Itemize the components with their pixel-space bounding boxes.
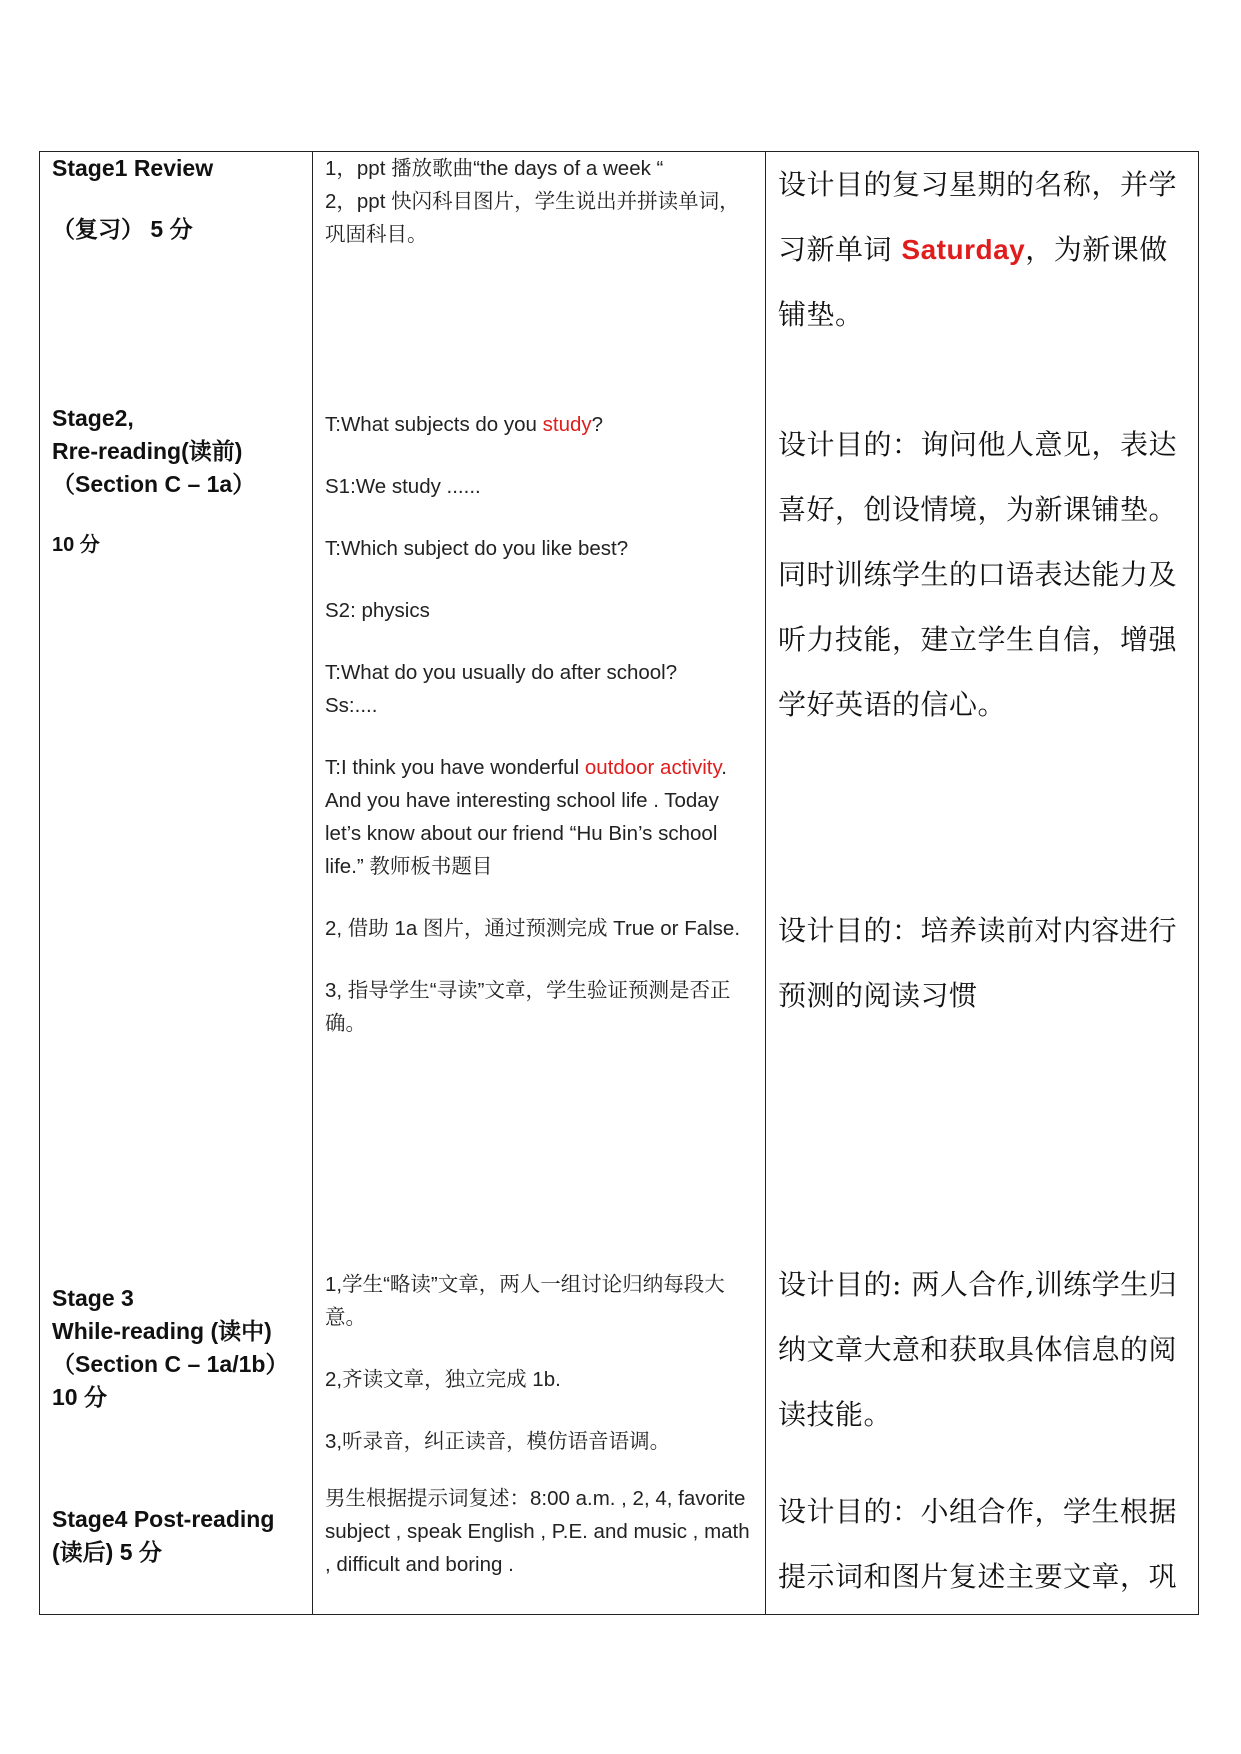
stage2-step-2: 2, 借助 1a 图片，通过预测完成 True or False. <box>325 917 741 940</box>
question-best-subject: T:Which subject do you like best? <box>325 537 629 560</box>
stage4-activities <box>325 1482 755 1581</box>
stage4-cell <box>52 1503 310 1569</box>
purpose-stage2-prediction: 设计目的：培养读前对内容进行预测的阅读习惯 <box>778 914 1178 1012</box>
stage2-line1: Stage2, <box>52 405 134 431</box>
purpose-stage1-end: ，为新课做铺垫。 <box>778 233 1168 331</box>
purpose-stage1-text: 设计目的复习星期的名称，并学习新单词 <box>778 168 1178 266</box>
stage4-line1: Stage4 Post-reading <box>52 1506 275 1532</box>
stage3-step-1: 1,学生“略读”文章，两人一组讨论归纳每段大意。 <box>325 1273 725 1329</box>
stage2-activities <box>325 408 755 1069</box>
question-subjects-end: ? <box>591 413 604 436</box>
stage4-line2: (读后) 5 分 <box>52 1539 162 1565</box>
stage2-line2: Rre-reading(读前) <box>52 438 243 464</box>
stage3-time: 10 分 <box>52 1384 107 1410</box>
stage1-cell <box>52 152 302 246</box>
purpose-stage3: 设计目的: 两人合作,训练学生归纳文章大意和获取具体信息的阅读技能。 <box>778 1268 1178 1431</box>
purpose-stage2: 设计目的：询问他人意见，表达喜好，创设情境，为新课铺垫。同时训练学生的口语表达能力及听力技能，建立学生自信，增强学好英语的信心。 <box>778 428 1178 721</box>
teacher-intro <box>325 751 755 883</box>
answer-best-subject: S2: physics <box>325 599 430 622</box>
question-after-school: T:What do you usually do after school? <box>325 661 678 684</box>
stage3-cell <box>52 1282 310 1414</box>
question-subjects <box>325 408 755 441</box>
keyword-saturday: Saturday <box>901 234 1026 265</box>
stage2-step-3: 3, 指导学生“寻读”文章，学生验证预测是否正确。 <box>325 979 731 1035</box>
stage2-line3: （Section C – 1a） <box>52 471 256 497</box>
answer-after-school: Ss:.... <box>325 694 378 717</box>
stage3-line3: （Section C – 1a/1b） <box>52 1351 289 1377</box>
stage2-cell <box>52 402 307 562</box>
answer-subjects: S1:We study ...... <box>325 475 481 498</box>
stage1-activities <box>325 152 755 251</box>
stage2-time: 10 分 <box>52 534 100 556</box>
stage4-retell: 男生根据提示词复述：8:00 a.m. , 2, 4, favorite subject , speak English , P.E. and music , math , difficult and boring . <box>325 1487 750 1576</box>
purpose-stage4: 设计目的：小组合作，学生根据提示词和图片复述主要文章，巩 <box>778 1495 1178 1593</box>
stage1-sub: （复习） 5 分 <box>52 216 193 242</box>
stage1-title: Stage1 Review <box>52 155 214 181</box>
stage3-activities <box>325 1268 755 1487</box>
purpose-stage1 <box>778 152 1193 347</box>
stage3-line2: While-reading (读中) <box>52 1318 272 1344</box>
keyword-outdoor-activity: outdoor activity <box>584 756 722 779</box>
question-subjects-text: T:What subjects do you <box>325 413 543 436</box>
lesson-plan-table <box>39 151 1199 1615</box>
column-divider-2 <box>765 152 766 1614</box>
stage1-activity-2: 2，ppt 快闪科目图片，学生说出并拼读单词，巩固科目。 <box>325 190 740 246</box>
stage1-activity-1: 1，ppt 播放歌曲“the days of a week “ <box>325 157 664 180</box>
column-divider-1 <box>312 152 313 1614</box>
teacher-intro-text: T:I think you have wonderful <box>325 756 585 779</box>
stage3-line1: Stage 3 <box>52 1285 134 1311</box>
teacher-intro-rest: . And you have interesting school life . Today let’s know about our friend “Hu Bin’s school life.” 教师板书题目 <box>325 756 727 878</box>
keyword-study: study <box>542 413 592 436</box>
stage3-step-3: 3,听录音，纠正读音，模仿语音语调。 <box>325 1430 671 1453</box>
stage3-step-2: 2,齐读文章，独立完成 1b. <box>325 1368 561 1391</box>
